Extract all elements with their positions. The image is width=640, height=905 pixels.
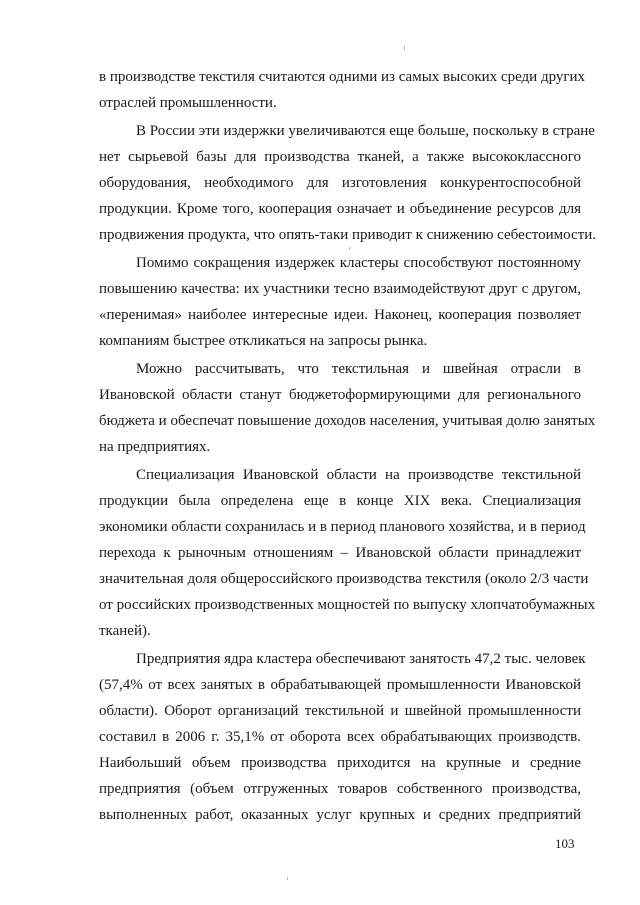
scan-speck [349,247,350,250]
text-line: Ивановской области станут бюджетоформирующими для регионального [99,387,581,403]
text-line: бюджета и обеспечат повышение доходов населения, учитывая долю занятых [99,413,596,429]
text-line: выполненных работ, оказанных услуг крупных и средних предприятий [99,807,581,823]
text-line: (57,4% от всех занятых в обрабатывающей промышленности Ивановской [99,677,581,693]
text-line: нет сырьевой базы для производства тканей, а также высококлассного [99,149,581,165]
text-line: отраслей промышленности. [99,95,277,111]
scan-speck [287,877,288,880]
text-line: области). Оборот организаций текстильной и швейной промышленности [99,703,581,719]
text-line: Можно рассчитывать, что текстильная и швейная отрасли в [136,361,581,377]
text-line: в производстве текстиля считаются одними из самых высоких среди других [99,69,586,85]
text-line: продукции. Кроме того, кооперация означает и объединение ресурсов для [99,201,581,217]
text-line: на предприятиях. [99,439,211,455]
text-line: продукции была определена еще в конце XIX века. Специализация [99,493,581,509]
text-line: Помимо сокращения издержек кластеры способствуют постоянному [136,255,581,271]
text-line: Наибольший объем производства приходится на крупные и средние [99,755,581,771]
text-line: от российских производственных мощностей по выпуску хлопчатобумажных [99,597,596,613]
text-line: перехода к рыночным отношениям – Ивановской области принадлежит [99,545,581,561]
text-line: тканей). [99,623,151,639]
text-line: «перенимая» наиболее интересные идеи. Наконец, кооперация позволяет [99,307,581,323]
text-line: оборудования, необходимого для изготовления конкурентоспособной [99,175,581,191]
text-line: В России эти издержки увеличиваются еще больше, поскольку в стране [136,123,595,139]
text-line: повышению качества: их участники тесно взаимодействуют друг с другом, [99,281,581,297]
text-line: составил в 2006 г. 35,1% от оборота всех обрабатывающих производств. [99,729,581,745]
text-line: компаниям быстрее откликаться на запросы рынка. [99,333,428,349]
page-number: 103 [555,836,575,851]
text-line: продвижения продукта, что опять-таки приводит к снижению себестоимости. [99,227,597,243]
scan-speck [404,46,405,50]
text-line: Специализация Ивановской области на производстве текстильной [136,467,581,483]
text-line: экономики области сохранилась и в период планового хозяйства, и в период [99,519,586,535]
text-line: Предприятия ядра кластера обеспечивают занятость 47,2 тыс. человек [136,651,586,667]
text-line: значительная доля общероссийского производства текстиля (около 2/3 части [99,571,589,587]
text-line: предприятия (объем отгруженных товаров собственного производства, [99,781,581,797]
